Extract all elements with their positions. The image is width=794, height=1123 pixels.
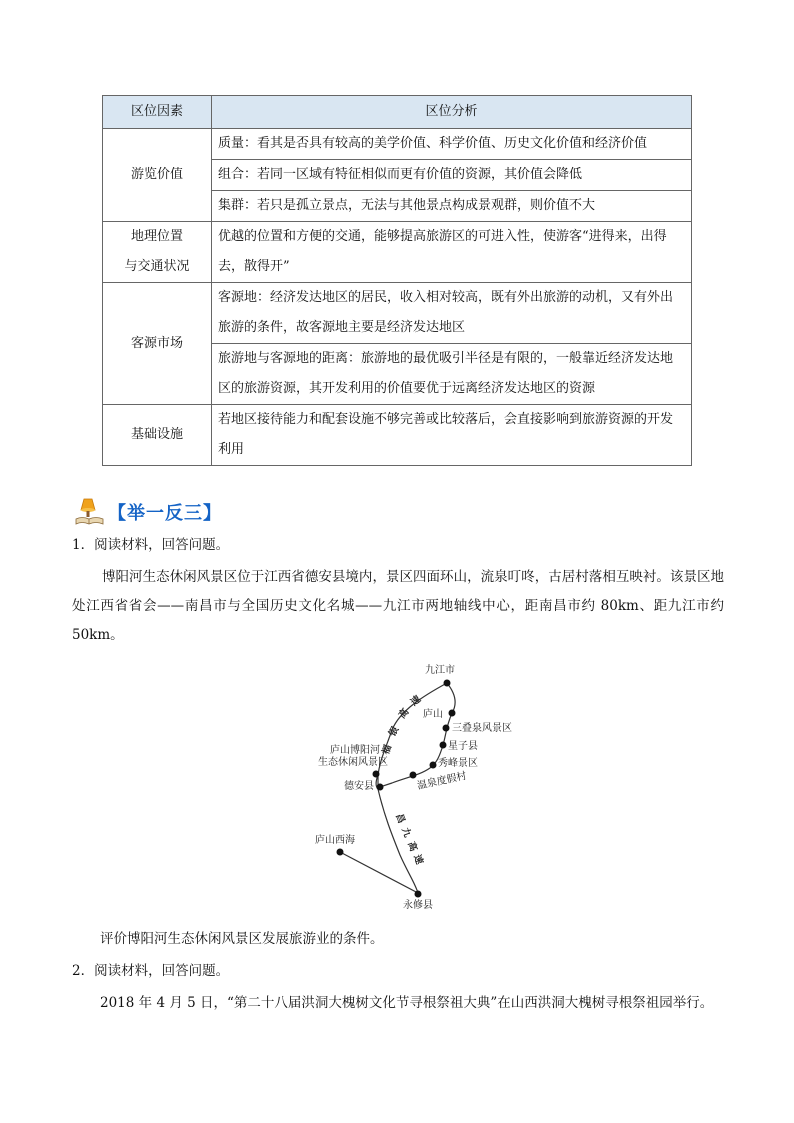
label-xiufeng: 秀峰景区 bbox=[438, 758, 478, 769]
factor-cell: 基础设施 bbox=[103, 405, 212, 466]
boyang-point bbox=[373, 771, 380, 778]
road-char: 银 bbox=[387, 724, 402, 739]
question-1-body: 博阳河生态休闲风景区位于江西省德安县境内，景区四面环山，流泉叮咚，古居村落相互映衬。该景区地处江西省省会——南昌市与全国历史文化名城——九江市两地轴线中心，距南昌市约 80km、距九江市约 50km。 bbox=[72, 569, 724, 643]
road-char: 速 bbox=[408, 693, 424, 709]
yongxiu-point bbox=[415, 891, 422, 898]
road-char: 高 bbox=[396, 706, 412, 721]
question-1-label: 1．阅读材料，回答问题。 bbox=[72, 537, 230, 553]
analysis-cell: 优越的位置和方便的交通，能够提高旅游区的可进入性，使游客“进得来，出得去，散得开” bbox=[212, 222, 692, 283]
wenquan-point bbox=[410, 772, 417, 779]
dean-point bbox=[377, 784, 384, 791]
road-char: 福 bbox=[380, 743, 395, 757]
factor-line: 地理位置 bbox=[130, 229, 183, 244]
factor-cell bbox=[103, 222, 212, 283]
label-lushan: 庐山 bbox=[423, 709, 443, 720]
xihai-road-line bbox=[340, 852, 418, 893]
analysis-cell: 客源地：经济发达地区的居民，收入相对较高，既有外出旅游的动机，又有外出旅游的条件，故客源地主要是经济发达地区 bbox=[212, 283, 692, 344]
road-char: 高 bbox=[405, 840, 419, 853]
analysis-cell: 集群：若只是孤立景点，无法与其他景点构成景观群，则价值不大 bbox=[212, 191, 692, 222]
header-analysis: 区位分析 bbox=[212, 96, 692, 129]
header-factor: 区位因素 bbox=[103, 96, 212, 129]
table-row bbox=[103, 222, 692, 283]
table-row bbox=[103, 283, 692, 344]
table-header-row bbox=[103, 96, 692, 129]
label-sandie: 三叠泉风景区 bbox=[452, 723, 512, 734]
location-factors-table bbox=[102, 95, 692, 466]
sandie-point bbox=[443, 725, 450, 732]
xingzi-point bbox=[440, 742, 447, 749]
table-row bbox=[103, 129, 692, 160]
analysis-cell: 旅游地与客源地的距离：旅游地的最优吸引半径是有限的，一般靠近经济发达地区的旅游资源，其开发利用的价值要优于远离经济发达地区的资源 bbox=[212, 344, 692, 405]
label-yongxiu: 永修县 bbox=[403, 900, 433, 911]
factor-cell: 游览价值 bbox=[103, 129, 212, 222]
analysis-cell: 组合：若同一区域有特征相似而更有价值的资源，其价值会降低 bbox=[212, 160, 692, 191]
label-boyang-1: 庐山博阳河 bbox=[330, 745, 380, 756]
question-2-label: 2．阅读材料，回答问题。 bbox=[72, 963, 230, 979]
road-char: 昌 bbox=[393, 812, 407, 825]
road-char: 九 bbox=[399, 826, 413, 839]
table-row bbox=[103, 405, 692, 466]
question-1-task: 评价博阳河生态休闲风景区发展旅游业的条件。 bbox=[100, 931, 384, 947]
xiufeng-point bbox=[430, 762, 437, 769]
factor-line: 与交通状况 bbox=[124, 259, 190, 274]
factor-cell: 客源市场 bbox=[103, 283, 212, 405]
xihai-point bbox=[337, 849, 344, 856]
lamp-book-icon bbox=[72, 497, 108, 527]
section-heading bbox=[72, 497, 222, 527]
lushan-point bbox=[449, 710, 456, 717]
section-title: 【举一反三】 bbox=[108, 503, 222, 524]
analysis-cell: 若地区接待能力和配套设施不够完善或比较落后，会直接影响到旅游资源的开发利用 bbox=[212, 405, 692, 466]
label-boyang-2: 生态休闲风景区 bbox=[318, 757, 388, 768]
label-jiujiang: 九江市 bbox=[425, 665, 455, 676]
question-2-body: 2018 年 4 月 5 日，“第二十八届洪洞大槐树文化节寻根祭祖大典”在山西洪洞大槐树寻根祭祖园举行。 bbox=[100, 995, 714, 1011]
jiujiang-point bbox=[444, 680, 451, 687]
analysis-cell: 质量：看其是否具有较高的美学价值、科学价值、历史文化价值和经济价值 bbox=[212, 129, 692, 160]
label-dean: 德安县 bbox=[344, 781, 374, 792]
scenic-area-map bbox=[300, 655, 530, 915]
label-xingzi: 星子县 bbox=[448, 741, 478, 752]
road-char: 速 bbox=[411, 853, 425, 866]
label-wenquan: 温泉度假村 bbox=[416, 770, 468, 792]
label-xihai: 庐山西海 bbox=[315, 835, 355, 846]
